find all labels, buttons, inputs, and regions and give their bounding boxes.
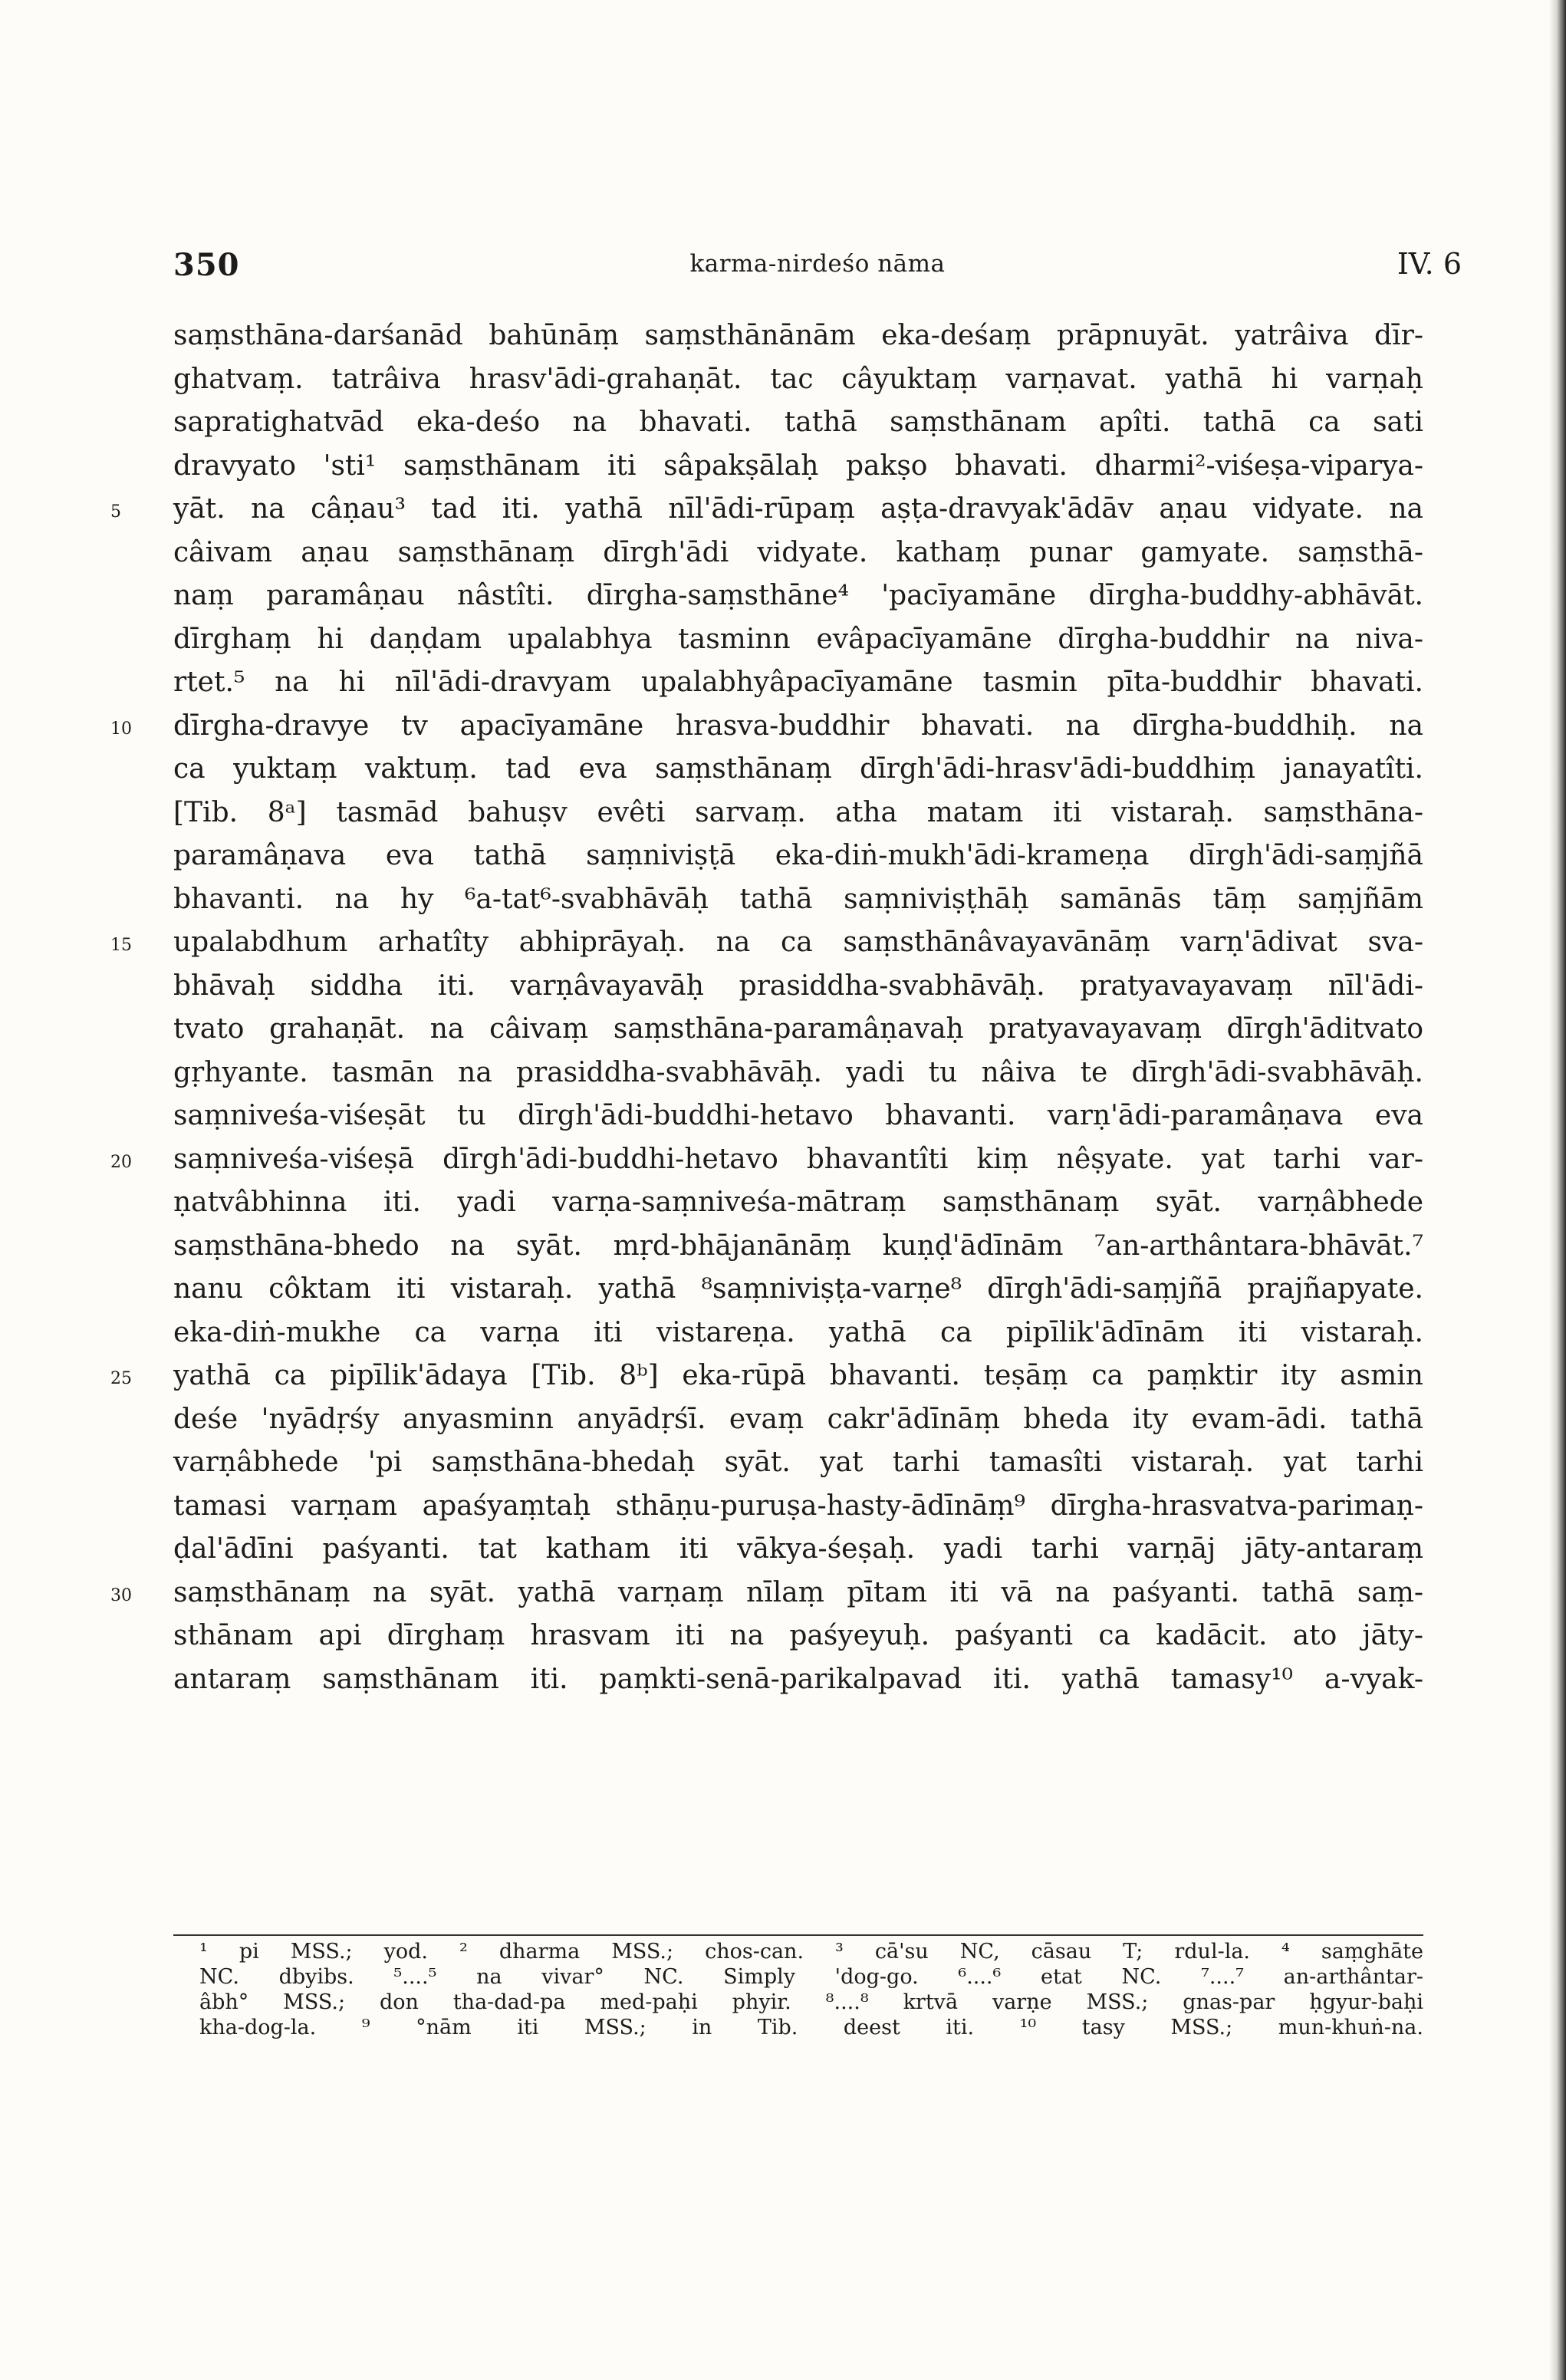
text-line: sapratighatvād eka-deśo na bhavati. tathā saṃsthānam apîti. tathā ca sati bbox=[173, 407, 1423, 438]
text-line-content: upalabdhum arhatîty abhiprāyaḥ. na ca saṃsthānâvayavānāṃ varṇ'ādivat sva- bbox=[173, 927, 1423, 958]
text-line: [Tib. 8ᵃ] tasmād bahuṣv evêti sarvaṃ. atha matam iti vistaraḥ. saṃsthāna- bbox=[173, 796, 1423, 828]
text-line: eka-diṅ-mukhe ca varṇa iti vistareṇa. yathā ca pipīlik'ādīnām iti vistaraḥ. bbox=[173, 1316, 1423, 1348]
text-line: tamasi varṇam apaśyaṃtaḥ sthāṇu-puruṣa-hasty-ādīnāṃ⁹ dīrgha-hrasvatva-parimaṇ- bbox=[173, 1490, 1423, 1522]
text-line-content: dīrgha-dravye tv apacīyamāne hrasva-buddhir bhavati. na dīrgha-buddhiḥ. na bbox=[173, 709, 1423, 742]
page-header bbox=[173, 239, 1462, 285]
text-line-10 bbox=[110, 705, 1423, 749]
scan-edge bbox=[1549, 0, 1566, 2380]
line-number: 10 bbox=[110, 719, 132, 739]
text-line-15 bbox=[110, 921, 1423, 965]
text-line: gṛhyante. tasmān na prasiddha-svabhāvāḥ. yadi tu nâiva te dīrgh'ādi-svabhāvāḥ. bbox=[173, 1056, 1423, 1088]
text-line: dravyato 'sti¹ saṃsthānam iti sâpakṣālaḥ pakṣo bhavati. dharmi²-viśeṣa-viparya- bbox=[173, 449, 1423, 482]
text-line: ṇatvâbhinna iti. yadi varṇa-saṃniveśa-mātraṃ saṃsthānaṃ syāt. varṇâbhede bbox=[173, 1187, 1423, 1218]
text-line: sthānam api dīrghaṃ hrasvam iti na paśyeyuḥ. paśyanti ca kadācit. ato jāty- bbox=[173, 1620, 1423, 1651]
footnotes bbox=[199, 1939, 1423, 2040]
text-line: deśe 'nyādṛśy anyasminn anyādṛśī. evaṃ cakr'ādīnāṃ bheda ity evam-ādi. tathā bbox=[173, 1403, 1423, 1435]
text-line-content: saṃniveśa-viśeṣā dīrgh'ādi-buddhi-hetavo bhavantîti kiṃ nêṣyate. yat tarhi var- bbox=[173, 1143, 1423, 1175]
line-number: 20 bbox=[110, 1152, 132, 1172]
text-line: paramâṇava eva tathā saṃniviṣṭā eka-diṅ-mukh'ādi-krameṇa dīrgh'ādi-saṃjñā bbox=[173, 840, 1423, 871]
footnote-line: âbh° MSS.; don tha-dad-pa med-paḥi phyir. ⁸....⁸ krtvā varṇe MSS.; gnas-par ḥgyur-baḥi bbox=[199, 1990, 1423, 2014]
text-line-20 bbox=[110, 1138, 1423, 1182]
text-line: bhavanti. na hy ⁶a-tat⁶-svabhāvāḥ tathā saṃniviṣṭhāḥ samānās tāṃ saṃjñām bbox=[173, 883, 1423, 915]
text-line: ca yuktaṃ vaktuṃ. tad eva saṃsthānaṃ dīrgh'ādi-hrasv'ādi-buddhiṃ janayatîti. bbox=[173, 753, 1423, 785]
text-line: saṃsthāna-darśanād bahūnāṃ saṃsthānānām eka-deśaṃ prāpnuyāt. yatrâiva dīr- bbox=[173, 320, 1423, 351]
text-line-5 bbox=[110, 488, 1423, 532]
page-number: 350 bbox=[173, 247, 240, 283]
text-line: saṃsthāna-bhedo na syāt. mṛd-bhājanānāṃ kuṇḍ'ādīnām ⁷an-arthântara-bhāvāt.⁷ bbox=[173, 1230, 1423, 1262]
line-number: 25 bbox=[110, 1369, 132, 1388]
text-line-30 bbox=[110, 1572, 1423, 1615]
text-line: dīrghaṃ hi daṇḍam upalabhya tasminn evâpacīyamāne dīrgha-buddhir na niva- bbox=[173, 623, 1423, 655]
text-line: câivam aṇau saṃsthānaṃ dīrgh'ādi vidyate. kathaṃ punar gamyate. saṃsthā- bbox=[173, 536, 1423, 568]
text-line: ghatvaṃ. tatrâiva hrasv'ādi-grahaṇāt. tac câyuktaṃ varṇavat. yathā hi varṇaḥ bbox=[173, 363, 1423, 395]
text-line: tvato grahaṇāt. na câivaṃ saṃsthāna-paramâṇavaḥ pratyavayavaṃ dīrgh'āditvato bbox=[173, 1013, 1423, 1045]
section-ref: IV. 6 bbox=[1397, 247, 1462, 281]
text-line-content: yāt. na câṇau³ tad iti. yathā nīl'ādi-rūpaṃ aṣṭa-dravyak'ādāv aṇau vidyate. na bbox=[173, 493, 1423, 525]
text-line: antaraṃ saṃsthānam iti. paṃkti-senā-parikalpavad iti. yathā tamasy¹⁰ a-vyak- bbox=[173, 1663, 1423, 1695]
text-line-content: yathā ca pipīlik'ādaya [Tib. 8ᵇ] eka-rūpā bhavanti. teṣāṃ ca paṃktir ity asmin bbox=[173, 1360, 1423, 1391]
text-line: naṃ paramâṇau nâstîti. dīrgha-saṃsthāne⁴ 'pacīyamāne dīrgha-buddhy-abhāvāt. bbox=[173, 580, 1423, 611]
line-number: 15 bbox=[110, 936, 132, 955]
text-line: varṇâbhede 'pi saṃsthāna-bhedaḥ syāt. yat tarhi tamasîti vistaraḥ. yat tarhi bbox=[173, 1447, 1423, 1478]
body-text bbox=[110, 314, 1423, 1701]
text-line: nanu côktam iti vistaraḥ. yathā ⁸saṃniviṣṭa-varṇe⁸ dīrgh'ādi-saṃjñā prajñapyate. bbox=[173, 1273, 1423, 1305]
text-line: ḍal'ādīni paśyanti. tat katham iti vākya-śeṣaḥ. yadi tarhi varṇāj jāty-antaraṃ bbox=[173, 1533, 1423, 1565]
footnote-line: kha-dog-la. ⁹ °nām iti MSS.; in Tib. deest iti. ¹⁰ tasy MSS.; mun-khuṅ-na. bbox=[199, 2016, 1423, 2039]
text-line: rtet.⁵ na hi nīl'ādi-dravyam upalabhyâpacīyamāne tasmin pīta-buddhir bhavati. bbox=[173, 667, 1423, 698]
footnote-line: NC. dbyibs. ⁵....⁵ na vivar° NC. Simply 'dog-go. ⁶....⁶ etat NC. ⁷....⁷ an-arthântar- bbox=[199, 1965, 1423, 1989]
footnote-divider bbox=[173, 1934, 1423, 1936]
text-line-25 bbox=[110, 1355, 1423, 1398]
text-line-content: saṃsthānaṃ na syāt. yathā varṇaṃ nīlaṃ pītam iti vā na paśyanti. tathā saṃ- bbox=[173, 1576, 1423, 1608]
text-line: saṃniveśa-viśeṣāt tu dīrgh'ādi-buddhi-hetavo bhavanti. varṇ'ādi-paramâṇava eva bbox=[173, 1100, 1423, 1131]
line-number: 30 bbox=[110, 1585, 132, 1605]
line-number: 5 bbox=[110, 502, 121, 522]
text-line: bhāvaḥ siddha iti. varṇâvayavāḥ prasiddha-svabhāvāḥ. pratyavayavaṃ nīl'ādi- bbox=[173, 969, 1423, 1002]
footnote-line: ¹ pi MSS.; yod. ² dharma MSS.; chos-can. ³ cā'su NC, cāsau T; rdul-la. ⁴ saṃghāte bbox=[199, 1940, 1423, 1964]
running-title: karma-nirdeśo nāma bbox=[689, 250, 946, 278]
